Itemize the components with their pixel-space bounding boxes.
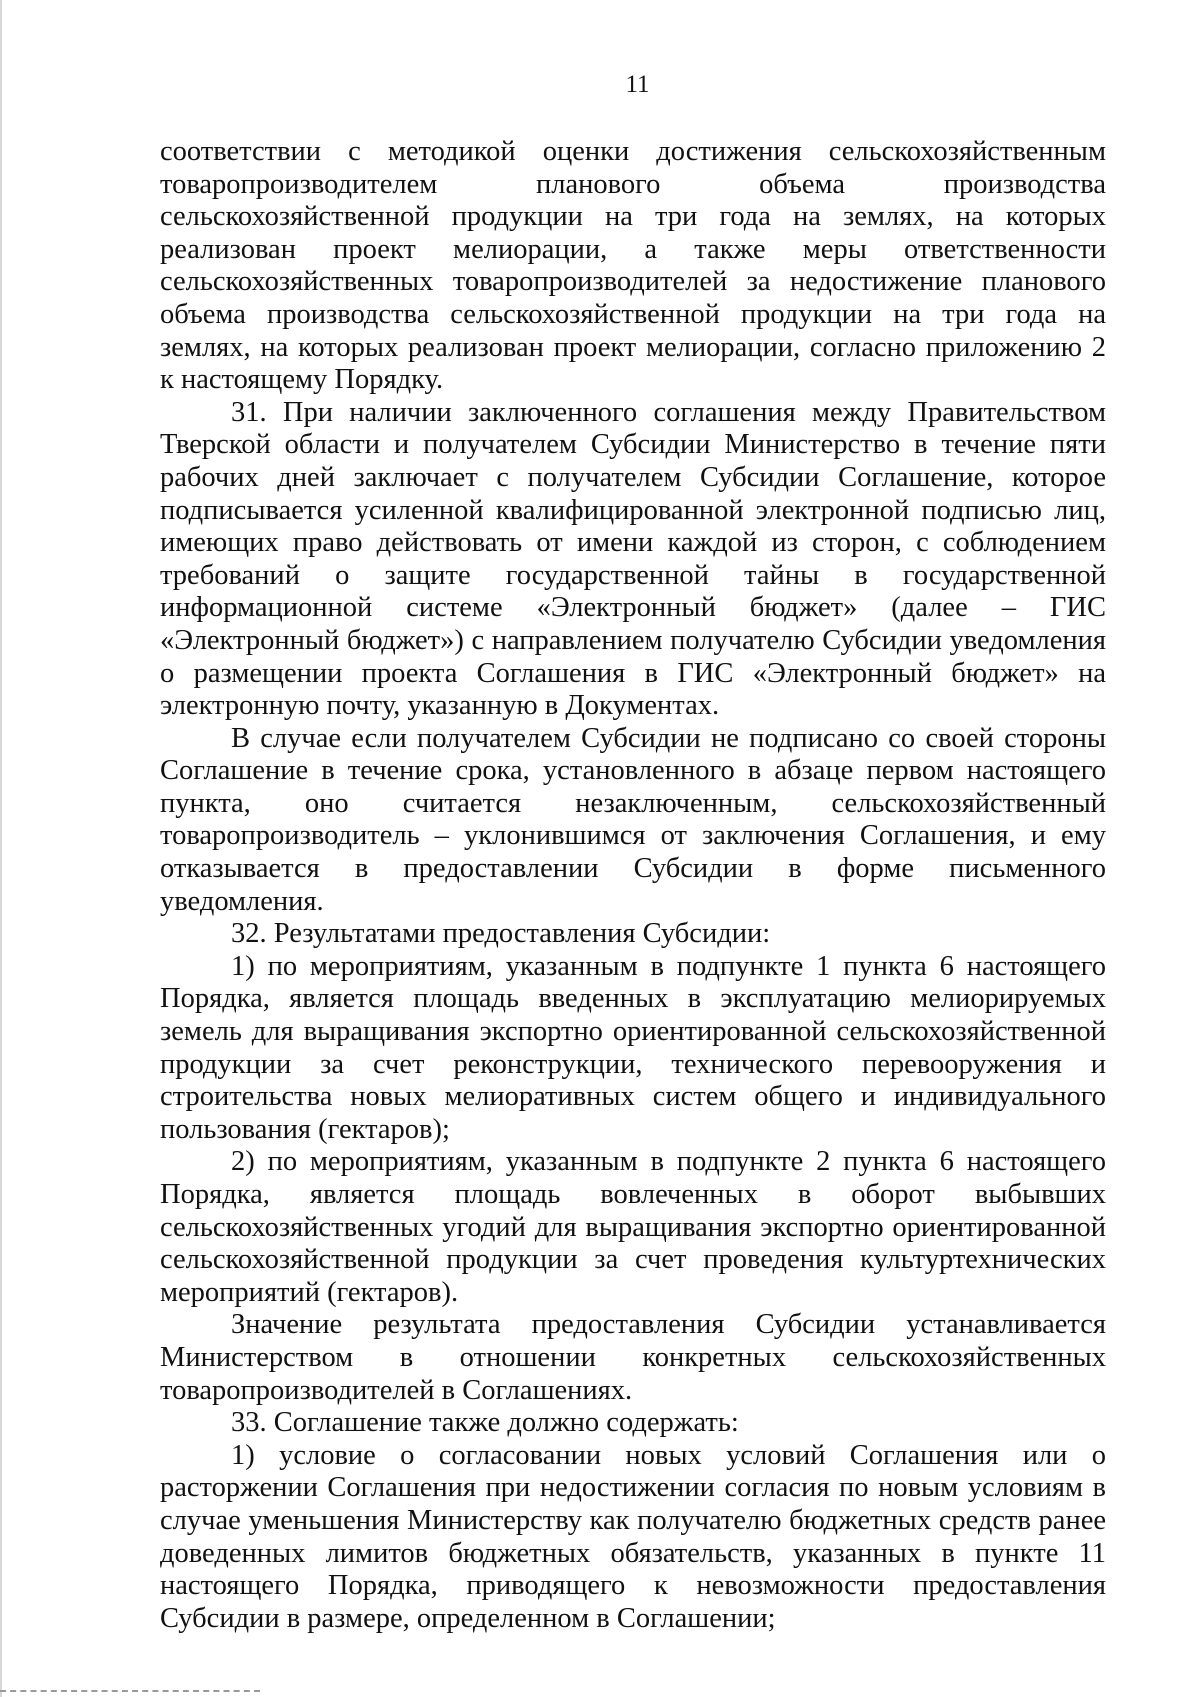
scan-artifact-line xyxy=(0,1690,260,1692)
paragraph-33-item-1: 1) условие о согласовании новых условий Соглашения или о расторжении Соглашения при недостижении согласия по новым условиям в случае уменьшения Министерству как получателю бюджетных средств ранее доведенных лимитов бюджетных обязательств, указанных в пункте 11 настоящего Порядка, приводящего к невозможности предоставления Субсидии в размере, определенном в Соглашении; xyxy=(160,1439,1106,1634)
paragraph-32-result-value: Значение результата предоставления Субсидии устанавливается Министерством в отношении конкретных сельскохозяйственных товаропроизводителей в Соглашениях. xyxy=(160,1309,1106,1406)
paragraph-32: 32. Результатами предоставления Субсидии: xyxy=(231,918,771,950)
paragraph-31-refusal: В случае если получателем Субсидии не подписано со своей стороны Соглашение в течение срока, установленного в абзаце первом настоящего пункта, оно считается незаключенным, сельскохозяйственный товаропроизводитель – уклонившимся от заключения Соглашения, и ему отказывается в предоставлении Субсидии в форме письменного уведомления. xyxy=(160,722,1106,917)
paragraph-31: 31. При наличии заключенного соглашения между Правительством Тверской области и получателем Субсидии Министерство в течение пяти рабочих дней заключает с получателем Субсидии Соглашение, которое подписывается усиленной квалифицированной электронной подписью лиц, имеющих право действовать от имени каждой из сторон, с соблюдением требований о защите государственной тайны в государственной информационной системе «Электронный бюджет» (далее – ГИС «Электронный бюджет») с направлением получателю Субсидии уведомления о размещении проекта Соглашения в ГИС «Электронный бюджет» на электронную почту, указанную в Документах. xyxy=(160,396,1106,722)
paragraph-32-item-2: 2) по мероприятиям, указанным в подпункте 2 пункта 6 настоящего Порядка, является площадь вовлеченных в оборот выбывших сельскохозяйственных угодий для выращивания экспортно ориентированной сельскохозяйственной продукции за счет проведения культуртехнических мероприятий (гектаров). xyxy=(160,1146,1106,1308)
paragraph-continuation: соответствии с методикой оценки достижения сельскохозяйственным товаропроизводителем планового объема производства сельскохозяйственной продукции на три года на землях, на которых реализован проект мелиорации, а также меры ответственности сельскохозяйственных товаропроизводителей за недостижение планового объема производства сельскохозяйственной продукции на три года на землях, на которых реализован проект мелиорации, согласно приложению 2 к настоящему Порядку. xyxy=(160,136,1106,396)
paragraph-33: 33. Соглашение также должно содержать: xyxy=(231,1407,739,1439)
page-number: 11 xyxy=(625,71,650,98)
paragraph-32-item-1: 1) по мероприятиям, указанным в подпункте 1 пункта 6 настоящего Порядка, является площадь введенных в эксплуатацию мелиорируемых земель для выращивания экспортно ориентированной сельскохозяйственной продукции за счет реконструкции, технического перевооружения и строительства новых мелиоративных систем общего и индивидуального пользования (гектаров); xyxy=(160,950,1106,1145)
scan-edge xyxy=(0,0,2,1697)
document-body xyxy=(160,136,1106,1635)
